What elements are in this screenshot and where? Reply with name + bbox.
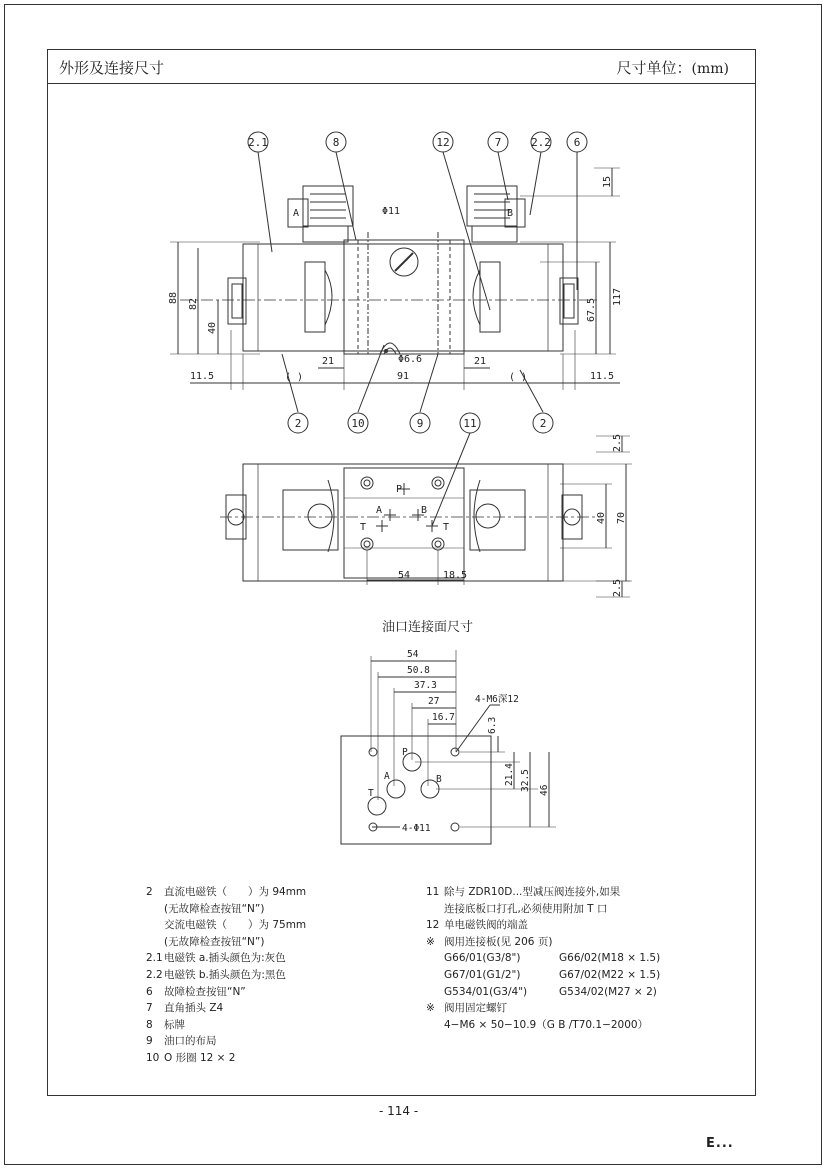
top-port-a: A: [376, 505, 383, 516]
dim-paren-left: ( ): [285, 372, 304, 383]
dim-21-left: 21: [322, 356, 335, 367]
note-row: (无故障检查按钮“N”): [164, 935, 265, 948]
mounting-face-title: 油口连接面尺寸: [382, 620, 474, 635]
top-port-p: P: [396, 484, 403, 495]
face-port-p: P: [402, 747, 408, 758]
face-dim-46: 46: [539, 784, 550, 796]
dim-11-5-right: 11.5: [590, 371, 615, 382]
face-dim-16-7: 16.7: [432, 712, 455, 723]
note-row: (无故障检查按钮“N”): [164, 902, 265, 915]
note-row: 6 故障检查按钮“N”: [146, 985, 246, 998]
balloon-7: 7: [494, 136, 502, 149]
balloon-2-2: 2.2: [531, 136, 551, 149]
front-view-drawing: [170, 152, 620, 412]
face-dim-21-4: 21.4: [504, 763, 515, 786]
note-row: 2 直流电磁铁（ ）为 94mm: [146, 886, 307, 898]
balloon-6: 6: [573, 136, 581, 149]
brand-logo: E...: [706, 1136, 734, 1151]
dim-40-front: 40: [207, 321, 218, 334]
dim-88: 88: [168, 291, 179, 304]
face-port-a: A: [384, 771, 390, 782]
subplate-row: G534/01(G3/4") G534/02(M27 × 2): [444, 985, 657, 998]
dim-40-top: 40: [596, 511, 607, 524]
note-row: 9 油口的布局: [146, 1035, 217, 1048]
top-port-t-right: T: [443, 522, 450, 533]
dim-21-right: 21: [474, 356, 487, 367]
balloon-2-left: 2: [294, 417, 302, 430]
dim-70: 70: [616, 511, 627, 524]
note-row: 连接底板口打孔,必须使用附加 T 口: [444, 902, 608, 915]
balloon-11: 11: [463, 417, 477, 430]
note-row: 10 O 形圈 12 × 2: [146, 1051, 236, 1064]
notes-left: [146, 884, 306, 1067]
face-holes: 4-Φ11: [402, 823, 431, 834]
dim-2-5-top: 2.5: [612, 433, 623, 452]
dim-54-top: 54: [398, 570, 411, 581]
face-dim-27: 27: [428, 696, 440, 707]
note-row: 2.1电磁铁 a.插头颜色为:灰色: [146, 952, 286, 965]
face-dim-50-8: 50.8: [407, 665, 430, 676]
note-row: 7 直角插头 Z4: [146, 1002, 224, 1015]
top-port-t-left: T: [360, 522, 367, 533]
dim-67-5: 67.5: [586, 297, 597, 322]
dim-phi11: Φ11: [382, 206, 401, 217]
dim-phi6-6: Φ6.6: [398, 354, 423, 365]
dim-2-5-bottom: 2.5: [612, 578, 623, 597]
note-row: ※ 阀用固定螺钉: [426, 1002, 507, 1015]
balloon-9: 9: [416, 417, 424, 430]
mounting-face-drawing: [341, 650, 556, 844]
solenoid-a-label: A: [293, 208, 300, 219]
face-dim-32-5: 32.5: [520, 769, 531, 792]
balloon-10: 10: [351, 417, 365, 430]
dim-117: 117: [612, 287, 623, 306]
dim-11-5-left: 11.5: [190, 371, 215, 382]
face-screw: 4-M6深12: [475, 694, 519, 705]
face-dim-6-3: 6.3: [487, 716, 498, 734]
face-port-t: T: [368, 788, 374, 799]
note-row: 8 标牌: [146, 1018, 185, 1031]
top-port-b: B: [421, 505, 428, 516]
dim-91: 91: [397, 371, 410, 382]
unit-label: 尺寸单位：(mm): [616, 59, 729, 77]
dim-18-5: 18.5: [443, 570, 468, 581]
subplate-row: G67/01(G1/2") G67/02(M22 × 1.5): [444, 968, 661, 981]
balloon-2-1: 2.1: [248, 136, 268, 149]
balloon-12: 12: [436, 136, 450, 149]
subplate-row: G66/01(G3/8") G66/02(M18 × 1.5): [444, 952, 661, 965]
solenoid-b-label: B: [507, 208, 514, 219]
dim-15: 15: [602, 175, 613, 188]
page-title: 外形及连接尺寸: [59, 59, 165, 77]
dim-82: 82: [188, 297, 199, 310]
note-row: 2.2电磁铁 b.插头颜色为:黑色: [146, 968, 286, 981]
notes-right: [426, 884, 660, 1033]
page-number: - 114 -: [379, 1104, 419, 1118]
note-row: 交流电磁铁（ ）为 75mm: [164, 919, 307, 932]
note-row: 11 除与 ZDR10D...型减压阀连接外,如果: [426, 886, 621, 898]
dim-paren-right: ( ): [509, 372, 528, 383]
face-dim-54: 54: [407, 649, 419, 660]
balloon-8: 8: [332, 136, 340, 149]
face-dim-37-3: 37.3: [414, 680, 437, 691]
balloon-2-right: 2: [539, 417, 547, 430]
note-row: 4−M6 × 50−10.9（G B /T70.1−2000）: [444, 1018, 649, 1031]
note-row: 12 单电磁铁阀的端盖: [426, 919, 528, 932]
note-row: ※ 阀用连接板(见 206 页): [426, 935, 553, 948]
unit-value: (mm): [691, 61, 729, 77]
face-port-b: B: [436, 774, 442, 785]
